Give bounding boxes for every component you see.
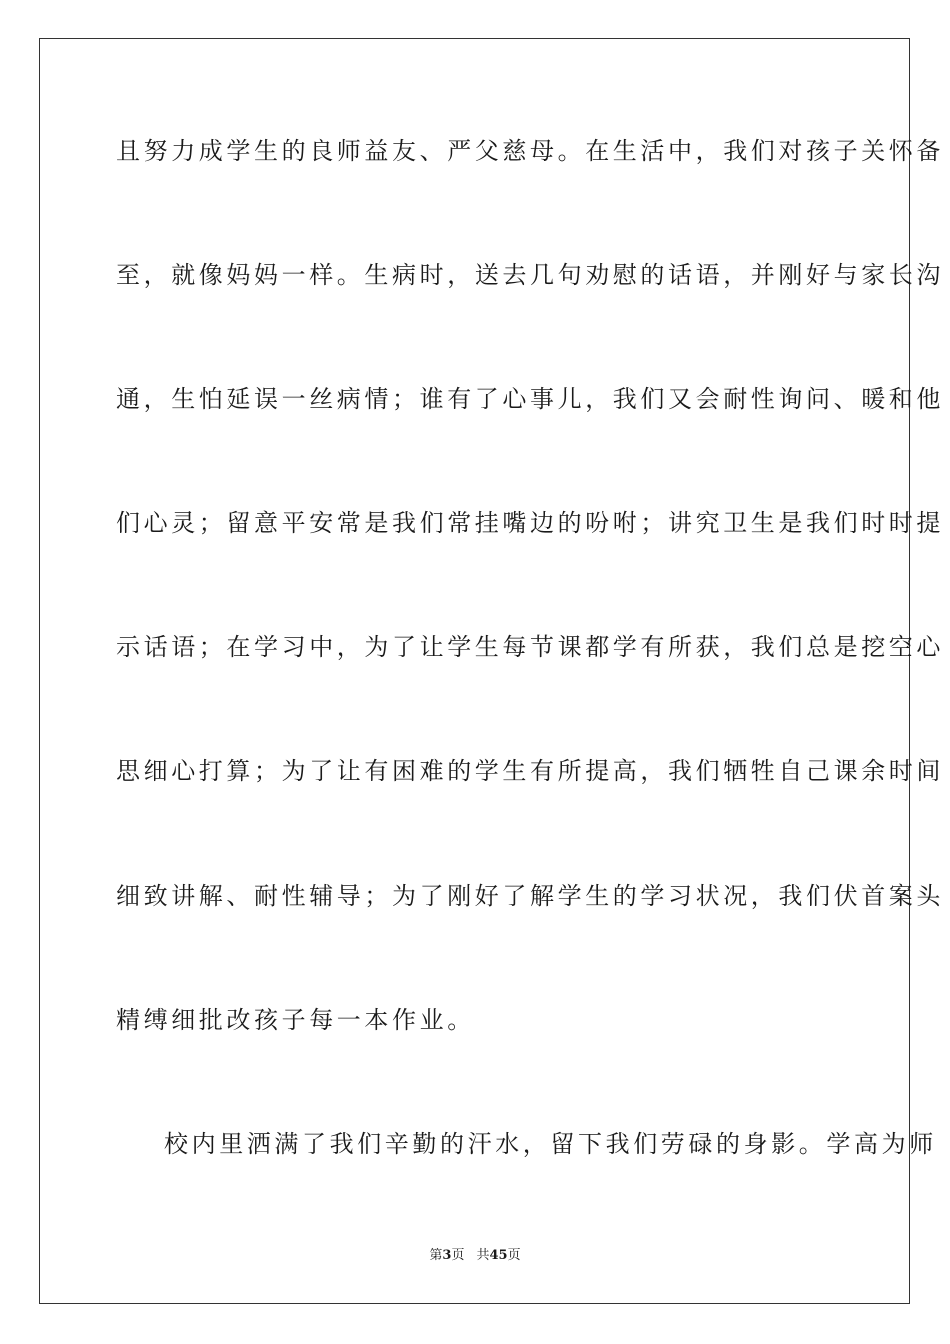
body-line-5: 示话语；在学习中，为了让学生每节课都学有所获，我们总是挖空心 [116, 633, 944, 661]
page-border [39, 38, 944, 1304]
body-line-7: 细致讲解、耐性辅导；为了刚好了解学生的学习状况，我们伏首案头 [116, 882, 944, 910]
page-footer [0, 1247, 950, 1265]
body-line-4: 们心灵；留意平安常是我们常挂嘴边的吩咐；讲究卫生是我们时时提 [116, 509, 944, 537]
page-number: 3 [442, 1248, 452, 1263]
body-line-2: 至，就像妈妈一样。生病时，送去几句劝慰的话语，并刚好与家长沟 [116, 261, 944, 289]
page-prefix: 第 [429, 1248, 443, 1263]
total-prefix: 共 [476, 1248, 490, 1263]
body-line-6: 思细心打算；为了让有困难的学生有所提高，我们牺牲自己课余时间 [116, 757, 944, 785]
page-suffix: 页 [451, 1248, 465, 1263]
body-line-3: 通，生怕延误一丝病情；谁有了心事儿，我们又会耐性询问、暖和他 [116, 385, 944, 413]
body-line-9-paragraph-start: 校内里洒满了我们辛勤的汗水，留下我们劳碌的身影。学高为师 [164, 1130, 937, 1158]
total-suffix: 页 [507, 1248, 521, 1263]
total-pages: 45 [489, 1248, 508, 1263]
body-line-1: 且努力成学生的良师益友、严父慈母。在生活中，我们对孩子关怀备 [116, 137, 944, 165]
body-line-8: 精缚细批改孩子每一本作业。 [116, 1006, 475, 1034]
